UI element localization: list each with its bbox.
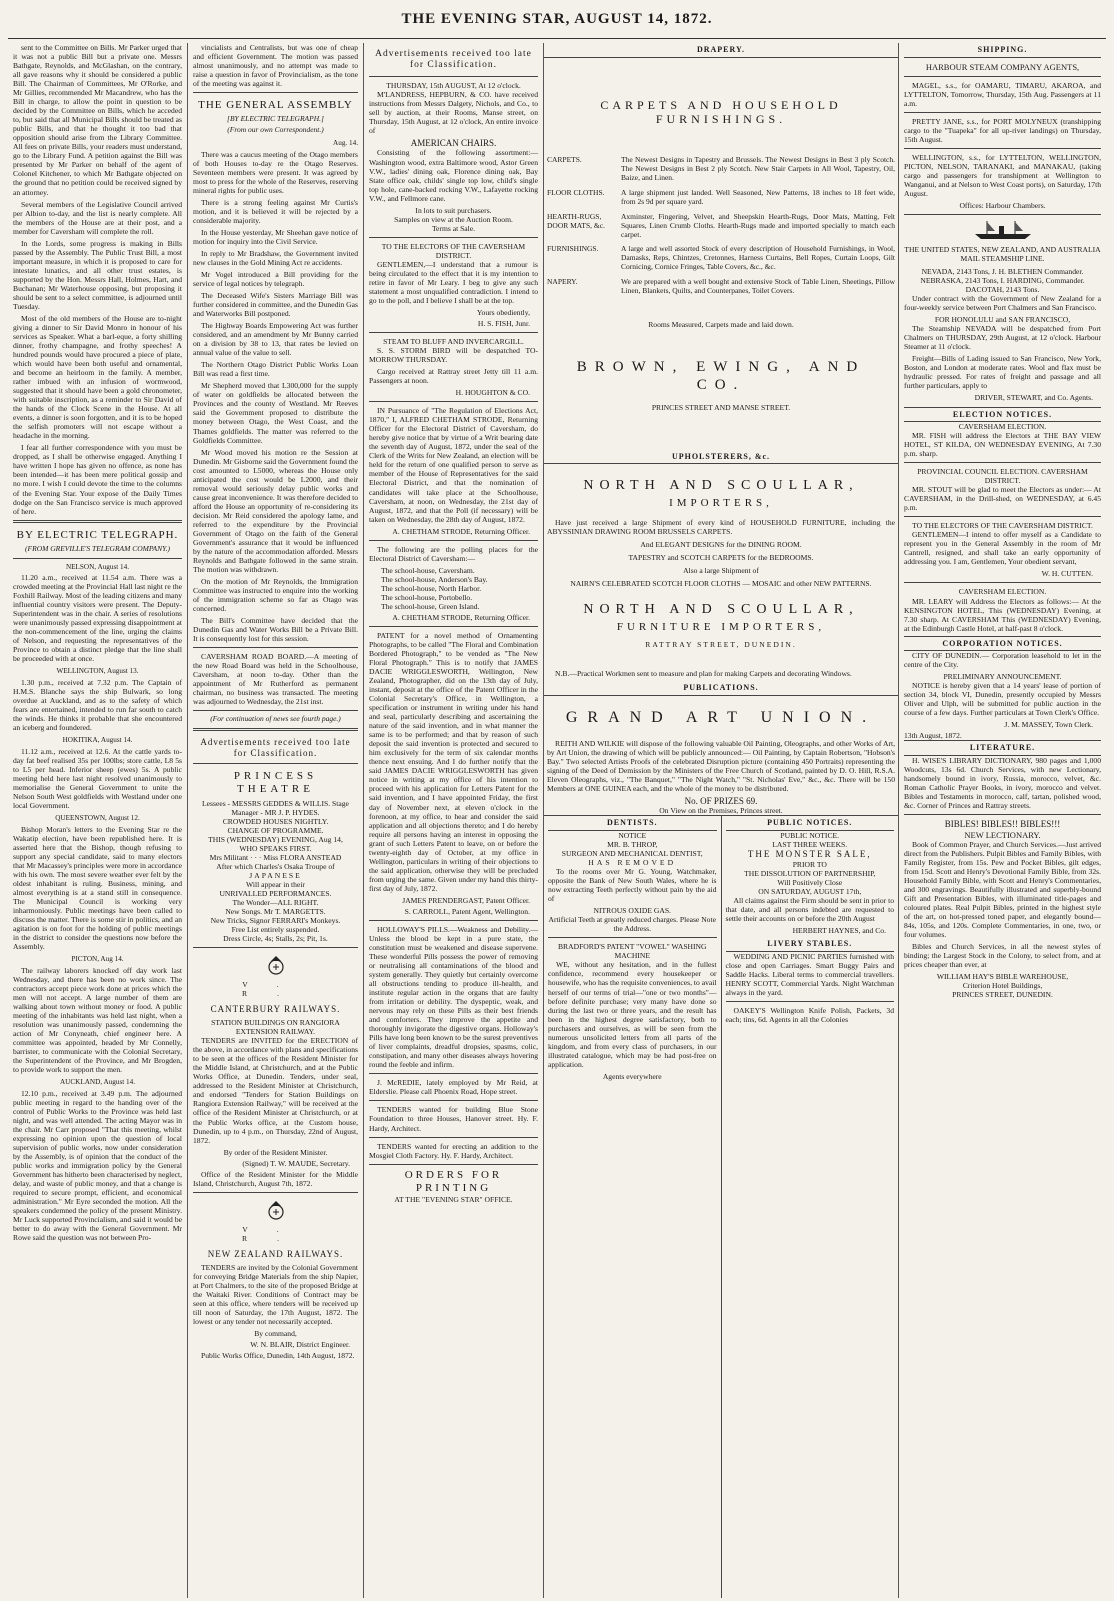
steamship-icon: [973, 219, 1033, 241]
section-heading: THE GENERAL ASSEMBLY: [198, 99, 353, 112]
livery-body: WEDDING AND PICNIC PARTIES furnished with close and open Carriages. Smart Buggy Pairs and Saddle Hacks. Liberal terms to commercial travellers. HENRY SCOTT, Commercial Yards. Night Watchman always in the yard.: [725, 951, 894, 997]
dentist-notice: NOTICE: [618, 831, 647, 840]
election-heading: ELECTION NOTICES.: [904, 407, 1101, 423]
nz-railways-office: Public Works Office, Dunedin, 14th August, 1872.: [201, 1350, 355, 1360]
bibles-close: Bibles and Church Services, in all the newest styles of binding; the Largest Stock in the Colony, to select from, and at prices cheaper than ever, at: [904, 942, 1101, 970]
paragraph: There is a strong feeling against Mr Curtis's motion, and it is believed it will be rejected by a considerable majority.: [193, 197, 358, 225]
carpets-row: [547, 278, 895, 296]
wise-notice: H. WISE'S LIBRARY DICTIONARY, 980 pages and 1,000 Woodcuts, 13s 6d. Church Services, with new Lectionary, handsomely bound in ivory, Russia, morocco, velvet, &c. Roman Catholic Prayer Books, in ivory, morocco and velvet. Bibles and Testaments in morocco, calf, tartan, polished wood, &c. Corner of Princes and Rattray streets.: [904, 755, 1101, 811]
theatre-line: Dress Circle, 4s; Stalls, 2s; Pit, 1s.: [223, 934, 328, 944]
upholsterers-heading: UPHOLSTERERS, &c.: [544, 450, 898, 465]
polling-place: The school-house, Caversham.: [381, 565, 475, 575]
carpets-row: [547, 156, 895, 183]
dentists-column: [544, 816, 722, 1598]
dateline: PICTON, Aug 14.: [71, 955, 124, 963]
vr-mark: V. R.: [242, 1224, 309, 1243]
polling-signature: A. CHETHAM STRODE, Returning Officer.: [392, 612, 530, 622]
leary-notice: MR. LEARY will Address the Electors as follows:— At the KENSINGTON HOTEL, This (WEDNESDAY) Evening, at 7.30 sharp. At CAVERSHAM This (WEDNESDAY) Evening, at the Edinburgh Castle Hotel, at half-past 8 o'clock.: [904, 596, 1101, 633]
divider: [369, 401, 538, 402]
divider: [369, 1164, 538, 1165]
steam-signature: H. HOUGHTON & CO.: [455, 388, 530, 398]
row-text: The Newest Designs in Tapestry and Brussels. The Newest Designs in Best 3 ply Scotch. The Newest Designs in Best 2 ply Scotch. New Stair Carpets in All Wool, Tapestry, Oil, Baize, and Linen.: [621, 155, 895, 182]
honolulu-heading: FOR HONOLULU and SAN FRANCISCO,: [934, 315, 1071, 325]
paragraph: In reply to Mr Bradshaw, the Government invited new clauses in the Gold Mining Act re accidents.: [193, 248, 358, 267]
carpets-row: [547, 245, 895, 272]
patent-notice: PATENT for a novel method of Ornamenting Photographs, to be called "The Floral and Combination Bordered Photograph," to be vended as "The New Floral Photograph." This is to notify that JAMES DACIE WRIGGLESWORTH, Wellington, New Zealand, Photographer, did on the 13th day of July, instant, deposit at the office of the Patent Officer in the Colonial Secretary's Office, in Wellington, a specification or instrument in writing under his hand and seal, particularly describing and ascertaining the nature of the said invention, and in what manner the same is to be performed; and that by reason of such deposit the said invention is protected and secured to him exclusively for the term of six calendar months thence next ensuing. And I do further notify that the said JAMES DACIE WRIGGLESWORTH has given notice in writing at my office of his intention to proceed with his application for Letters Patent for the said invention, and I have appointed Friday, the first day of November next, at eleven o'clock in the forenoon, at my office, to hear and consider the said application and all objections thereto; and I do hereby require all persons having an interest in opposing the grant of such Letters Patent to leave, on or before the twenty-eighth day of October, at my office in Wellington, particulars in writing of their objections to the said application, otherwise they will be precluded from urging the same. Given under my hand this thirty-first day of July, 1872.: [369, 630, 538, 893]
dispatch-text: 12.10 p.m., received at 3.49 p.m. The adjourned public meeting in regard to the handing over of the control of Public Works to the Province was held last night, and was well attended. The acting Mayor was in the chair. Mr Carr proposed "That this meeting, whilst expressing no opinion upon the question of local supervision of public works, now under consideration by the Assembly, is of opinion that the conduct of the public works and immigration policy by the General Government has hitherto been characterised by neglect, delay, and waste of public money, and that a change is required to secure prompt, efficient, and economical administration." Mr Eyre seconded the motion. All the speakers condemned the policy of the present Ministry. Mr Luck supported Provincialism, and said it would be better to do away with the General Government. Mr Rowe said the question was not between Pro-: [13, 1088, 182, 1242]
theatre-heading: PRINCESS THEATRE: [233, 769, 318, 795]
canterbury-office: Office of the Resident Minister for the Middle Island, Christchurch, August 7th, 1872.: [193, 1169, 358, 1188]
canterbury-order: By order of the Resident Minister.: [223, 1147, 328, 1157]
north-scoullar-line: TAPESTRY and SCOTCH CARPETS for the BEDROOMS.: [628, 553, 814, 563]
electors-heading: TO THE ELECTORS OF THE CAVERSHAM DISTRICT.: [912, 521, 1093, 531]
view-note: On View on the Premises, Princes street.: [659, 806, 783, 816]
corporation-heading: CORPORATION NOTICES.: [904, 636, 1101, 652]
paragraph: Mr Wood moved his motion re the Session at Dunedin. Mr Gisborne said the Government found the cost amounted to L5000, whereas the House only anticipated the cost would be L2000, and their removal would seriously delay public works and cause great inconvenience. It was therefore decided to afford the House an opportunity of re-considering its decision. Mr Reid considered the apology lame, and referred to the expenditure by the Provincial Government of Otago on the faith of the General Government's assurance that it would be influenced by the nature of the accommodation afforded. Messrs Reynolds and Bathgate followed in the same strain. The motion was withdrawn.: [193, 447, 358, 574]
royal-crest-icon: [264, 1199, 288, 1223]
auction-line: Samples on view at the Auction Room.: [394, 214, 513, 224]
paragraph: In the Lords, some progress is making in Bills passed by the Assembly. The Public Trust Bill, a most important measure, in which it is proposed to care for intestate lunatics, and all other trust estates, is supported by the Hon. Messrs Hall, Holmes, Hart, and Buchanan; Mr Waterhouse opposing, but proposing it should be sent to a select committee, is adjourned until Tuesday.: [13, 238, 182, 311]
patent-signature: JAMES PRENDERGAST, Patent Officer.: [402, 895, 530, 905]
divider: [904, 516, 1101, 517]
theatre-line: CHANGE OF PROGRAMME.: [227, 826, 324, 835]
art-union-heading: GRAND ART UNION.: [565, 708, 877, 726]
polling-place: The school-house, Portobello.: [381, 592, 473, 602]
dispatch-text: 1.30 p.m., received at 7.32 p.m. The Captain of H.M.S. Blanche says the ship Bulwark, so long overdue at Auckland, and as to the safety of which fears are entertained, intended to run far south to catch the winds. He thinks it probable that she encountered an iceberg and foundered.: [13, 678, 182, 733]
public-notices-heading: PUBLIC NOTICES.: [726, 816, 895, 831]
massey-signature: J. M. MASSEY, Town Clerk.: [1004, 720, 1093, 730]
dateline: QUEENSTOWN, August 12.: [55, 814, 140, 822]
dentist-body: To the rooms over Mr G. Young, Watchmaker, opposite the Bank of New South Wales, where he is now extracting Teeth perfectly without pain by the aid of: [548, 867, 717, 904]
theatre-line: JAPANESE: [249, 871, 302, 881]
paragraph: Mr Shepherd moved that L300,000 for the supply of water on goldfields be allocated between the Provinces and the county of Westland. Mr Reeves said the Government proposed to distribute the money between Otago, the West Coast, and the Thames goldfields. The matter was referred to the Goldfields Committee.: [193, 381, 358, 445]
polling-intro: The following are the polling places for the Electoral District of Caversham:—: [369, 544, 538, 563]
bradford-heading: BRADFORD'S PATENT "VOWEL" WASHING MACHINE: [557, 942, 707, 961]
paragraph: There was a caucus meeting of the Otago members of both Houses to-day re the Otago Reserves. Seventeen members were present. It was agreed by most to press for the whole of the Reserves, reserving mineral rights for public uses.: [193, 149, 358, 195]
close-note: Will Positively Close: [777, 877, 843, 887]
column-1: [8, 43, 188, 1598]
last-weeks: LAST THREE WEEKS.: [772, 840, 848, 850]
divider: [548, 937, 717, 938]
section-heading: BY ELECTRIC TELEGRAPH.: [16, 528, 179, 541]
paragraph: Several members of the Legislative Council arrived per Albion to-day, and the list is nearly complete. All the members of the House are at their post, and a member for Caversham will complete the roll.: [13, 199, 182, 236]
princes-street: PRINCES STREET, DUNEDIN.: [952, 990, 1053, 1000]
art-union-ad: [544, 696, 898, 816]
dispatch-text: The railway laborers knocked off day work last Wednesday, and there has been no work since. The contractors accept piece work done at prices which the men will not accept. A large number of them are walking about town without money or food. A public meeting of the inhabitants was held last night, when a resolution was unanimously passed, condemning the action of Mr Conyneath, chief engineer here. A committee was appointed, headed by Mr Connelly, barrister, to communicate with the Colonial Secretary, the Superintendent of the Province, and Mr Brogden, to provide work to support the men.: [13, 965, 182, 1074]
rattray-street: RATTRAY STREET, DUNEDIN.: [645, 639, 797, 649]
row-label: FURNISHINGS.: [547, 244, 599, 254]
divider: [904, 462, 1101, 463]
dissolution: THE DISSOLUTION OF PARTNERSHIP,: [744, 868, 876, 878]
lease-notice: NOTICE is hereby given that a 14 years' lease of portion of section 34, block VI, Dunedin, presently occupied by Messrs Oliver and Ulph, will be submitted for public auction in the course of a few days. Further particulars at Town Clerk's Office.: [904, 681, 1101, 718]
paragraph: The Bill's Committee have decided that the Dunedin Gas and Water Works Bill be a Private Bill. It is consequently lost for this session.: [193, 616, 358, 644]
oakey-ad: OAKEY'S Wellington Knife Polish, Packets, 3d each; tins, 6d. Agents in all the Colonies: [725, 1005, 894, 1024]
row-label: CARPETS.: [547, 155, 582, 165]
royal-crest-icon: [264, 954, 288, 978]
stout-notice: MR. STOUT will be glad to meet the Electors as under:— At CAVERSHAM, in the Drill-shed, on WEDNESDAY, at 6.45 p.m.: [904, 485, 1101, 513]
carpets-heading: CARPETS AND HOUSEHOLD FURNISHINGS.: [600, 97, 842, 126]
ship-dacotah: DACOTAH, 2143 Tons.: [965, 285, 1040, 295]
printing-sub: AT THE "EVENING STAR" OFFICE.: [394, 1194, 513, 1204]
shipping-notice: PRETTY JANE, s.s., for PORT MOLYNEUX (transhipping cargo to the "Tuapeka" for all up-river landings) on Thursday, 15th August.: [904, 116, 1101, 144]
divider: [13, 558, 182, 559]
north-scoullar-ad: [544, 464, 898, 681]
dispatch-text: 11.20 a.m., received at 11.54 a.m. There was a crowded meeting at the Provincial Hall last night re the Foxhill Railway. Most of the leading citizens and many influential country visitors were present. The Deputy-Superintendent was in the chair. A series of resolutions were unanimously passed expressing disappointment at the non-commencement of the line, urging the claims of Nelson, and requesting the representatives of the Province to obtain a distinct pledge that the line shall be proceeded with at once.: [13, 573, 182, 664]
brown-ewing-heading: BROWN, EWING, AND CO.: [576, 359, 866, 393]
north-scoullar-line: And ELEGANT DESIGNS for the DINING ROOM.: [640, 540, 802, 550]
dateline: HOKITIKA, August 14.: [62, 736, 133, 745]
divider: [13, 520, 182, 523]
massey-date: 13th August, 1872.: [904, 731, 962, 741]
paragraph: In the House yesterday, Mr Sheehan gave notice of motion for inquiry into the Civil Service.: [193, 227, 358, 246]
divider: [369, 1073, 538, 1074]
auction-line: In lots to suit purchasers.: [415, 205, 492, 215]
driver-stewart: DRIVER, STEWART, and Co. Agents.: [974, 393, 1093, 403]
divider: [369, 1137, 538, 1138]
shipping-notice: WELLINGTON, s.s., for LYTTELTON, WELLINGTON, PICTON, NELSON, TARANAKI, and MANAKAU, (taking cargo and passengers for transhipment at Wellington to Wanganui, and at Nelson to West Coast ports), on Saturday, 17th August.: [904, 152, 1101, 198]
carpets-row: [547, 189, 895, 207]
continuation-note: (For continuation of news see fourth page.): [210, 714, 341, 724]
nb-note: N.B.—Practical Workmen sent to measure and plan for making Carpets and decorating Windows.: [555, 668, 852, 678]
haynes-signature: HERBERT HAYNES, and Co.: [792, 925, 886, 935]
nz-railways-signed: W. N. BLAIR, District Engineer.: [250, 1339, 350, 1349]
theatre-line: THIS (WEDNESDAY) EVENING, Aug 14,: [208, 835, 343, 845]
theatre-line: Will appear in their: [246, 880, 305, 890]
divider: [369, 76, 538, 77]
drapery-heading: DRAPERY.: [544, 43, 898, 58]
dentists-heading: DENTISTS.: [548, 816, 717, 831]
rooms-note: Rooms Measured, Carpets made and laid down.: [648, 320, 794, 330]
carpets-row: [547, 213, 895, 240]
divider: [904, 814, 1101, 815]
claims-note: All claims against the Firm should be sent in prior to that date, and all persons indebted are requested to settle their accounts on or before the 20th August: [725, 895, 894, 923]
chairs-heading: AMERICAN CHAIRS.: [410, 137, 497, 148]
publications-heading: PUBLICATIONS.: [544, 681, 898, 696]
divider: [193, 947, 358, 948]
section-subheading: [BY ELECTRIC TELEGRAPH.]: [227, 114, 324, 124]
harbour-heading: HARBOUR STEAM COMPANY AGENTS,: [925, 61, 1080, 72]
divider: [369, 1100, 538, 1101]
dentist-name: MR. B. THROP,: [607, 840, 658, 850]
steam-body: S. S. STORM BIRD will be despatched TO-MORROW THURSDAY.: [369, 346, 538, 365]
paragraph: On the motion of Mr Reynolds, the Immigration Committee was instructed to enquire into the working of the immigration scheme so far as Otago was concerned.: [193, 577, 358, 614]
north-scoullar-line: NAIRN'S CELEBRATED SCOTCH FLOOR CLOTHS — MOSAIC and other NEW PATTERNS.: [570, 579, 872, 589]
polling-place: The school-house, Green Island.: [381, 601, 480, 611]
divider: [193, 728, 358, 731]
column-2: [188, 43, 364, 1598]
bradford-body: WE, without any hesitation, and in the fullest confidence, recommend every housekeeper or housewife, who has the requisite conveniences, to avail herself of our terms of trial—"one or two months"—before definite purchase; very many have done so during the last two or three years, and the result has been in the highest degree satisfactory, both to purchasers and ourselves, as will be seen from the numerous unsolicited letters from all parts of the kingdom, and from every class of purchasers, in our illustrated catalogue, which may be had post-free on application.: [548, 960, 717, 1069]
nz-railways-body: TENDERS are invited by the Colonial Government for conveying Bridge Materials from the ship Napier, at Port Chalmers, to the site of the proposed Bridge at the Waitaki River. Conditions of Contract may be seen at this office, where tenders will be received up till noon of Saturday, the 17th August, 1872. The lowest or any tender not necessarily accepted.: [193, 1262, 358, 1326]
auction-text: M'LANDRESS, HEPBURN, & CO. have received instructions from Messrs Dalgety, Nichols, and Co., to sell by auction, at their Rooms, Manse street, on Thursday, 15th August, at 12 o'clock, An entire invoice of: [369, 89, 538, 135]
column-4-5: [544, 43, 899, 1598]
caversham-election: CAVERSHAM ELECTION.: [958, 587, 1047, 597]
section-subheading: (FROM GREVILLE'S TELEGRAM COMPANY.): [25, 543, 170, 553]
divider: [904, 582, 1101, 583]
teeth-note: Artificial Teeth at greatly reduced charges. Please Note the Address.: [548, 915, 716, 934]
divider: [193, 647, 358, 648]
mcredie-notice: J. McREDIE, lately employed by Mr Reid, at Elderslie. Please call Phoenix Road, Hope street.: [369, 1078, 538, 1097]
bibles-body: Book of Common Prayer, and Church Services.—Just arrived direct from the Publishers. Pulpit Bibles and Family Bibles, with Family Register, from 15s. Pew and Pocket Bibles, gilt edges, from 15d. Scott and Henry's Devotional Family Bible, from 32s. Household Family Bible, with Scott and Henry's Commentaries, and 300 engravings. Beautifully illustrated and superbly-bound Gift and Presentation Bibles, with illuminated title-pages and coloured plates. Real Pulpit Bibles, printed in the highest style of the art, on hot-pressed toned paper, and elegantly bound—84s, 105s, and 120s. Complete Commentaries, in one, two, or four volumes.: [904, 839, 1101, 940]
divider: [369, 237, 538, 238]
column-6: [899, 43, 1106, 1598]
column-3: [364, 43, 544, 1598]
agents-note: Agents everywhere: [602, 1071, 662, 1081]
ship-nevada: NEVADA, 2143 Tons, J. H. BLETHEN Commander.: [921, 267, 1084, 277]
holloway-ad: HOLLOWAY'S PILLS.—Weakness and Debility.—Unless the blood be kept in a pure state, the constitution must be weakened and disease supervene. These wonderful Pills possess the power of removing or neutralising all contaminations of the blood and system generally. They quietly but certainly overcome all obstructions tending to produce ill-health, and institute regular action in the organs that are faulty from irritation or debility. The dyspeptic, weak, and nervous may rely on these Pills as their best friends and comforters. They improve the appetite and thoroughly invigorate the digestive organs. Holloway's Pills have long been known to be the surest preventives of liver complaints, dreadful dropsies, spasms, colic, constipation, and many other diseases always hovering round the feeble and infirm.: [369, 924, 538, 1070]
cutten-signature: W. H. CUTTEN.: [1041, 569, 1093, 579]
dentist-removed: HAS REMOVED: [588, 858, 677, 868]
public-notices-column: [722, 816, 899, 1598]
nitrous-oxide: NITROUS OXIDE GAS.: [593, 906, 671, 916]
auction-line: Terms at Sale.: [431, 223, 476, 233]
warehouse-name: WILLIAM HAY'S BIBLE WAREHOUSE,: [936, 972, 1069, 982]
section-subheading: (From our own Correspondent.): [227, 125, 324, 135]
patent-agent: S. CARROLL, Patent Agent, Wellington.: [404, 906, 530, 916]
theatre-line: Free List entirely suspended.: [231, 925, 320, 935]
theatre-line: CROWDED HOUSES NIGHTLY.: [222, 816, 329, 826]
paragraph: The Deceased Wife's Sisters Marriage Bill was further considered in committee, and the Dunedin Gas and Waterworks Bill postponed.: [193, 291, 358, 319]
lectionary-heading: NEW LECTIONARY.: [964, 829, 1041, 840]
shipping-notice: MAGEL, s.s., for OAMARU, TIMARU, AKAROA, and LYTTELTON, Tomorrow, Thursday, 15th Aug. Passengers at 11 a.m.: [904, 80, 1101, 108]
printing-heading: ORDERS FOR PRINTING: [404, 1168, 503, 1194]
theatre-line: After which Charles's Osaka Troupe of: [216, 862, 335, 872]
paragraph: sent to the Committee on Bills. Mr Parker urged that it was not a public Bill but a private one. Messrs Bathgate, Reynolds, and McGlashan, on the contrary, all gave reasons why it should be considered a public Bill. The Chairman of Committees, Mr O'Rorke, and Mr Gillies, recommended Mr Macandrew, who has the Bill in charge, to allow the point in question to be decided by the Committee on Bills, which he acceded to, but said that all Municipal Bills should be treated as public Bills, and that he thought it too bad that opposition should arise from the Library Committee. All fees on private Bills, your readers must understand, go to the Library Fund. A petition against the Bill was presented by Mr Parker on behalf of the agent of Colonel Kitchener, to which Mr Bathgate objected on the ground that no petition could be received signed by an attorney.: [13, 43, 182, 197]
divider: [369, 540, 538, 541]
chairs-body: Consisting of the following assortment:— Washington wood, extra Baltimore wood, Astor Green V.W., ladies' dining oak, Florence dining oak, Bay State office oak, childs' single top low, child's single top hole, cane-backed rocking V.W., Lafayette rocking V.W., and Fellmore cane.: [369, 148, 538, 203]
theatre-line: New Songs. Mr T. MARGETTS.: [225, 907, 326, 917]
row-text: A large and well assorted Stock of every description of Household Furnishings, in Wool, Damasks, Reps, Chintzes, Cretonnes, Harness Curtains, Bell Ropes, Curtain Loops, Gilt Cornicing, Cornice Fringes, Table Covers, &c., &c.: [621, 244, 895, 272]
regulation-notice: IN Pursuance of "The Regulation of Elections Act, 1870," I, ALFRED CHETHAM STRODE, Returning Officer for the Electoral District of Caversham, do hereby give notice that by virtue of a Writ bearing date the seventh day of August, 1872, under the seal of the Clerk of the Writs for New Zealand, an election will be held for the return of one qualified person to serve as member of the House of Representatives for the said Electoral District, and that the nomination of candidates will take place at the Schoolhouse, Caversham, at noon, on Wednesday, the 21st day of August, 1872, and that the Poll (if necessary) will be taken on Wednesday, the 28th day of August, 1872.: [369, 406, 538, 524]
canterbury-signed: (Signed) T. W. MAUDE, Secretary.: [242, 1158, 350, 1168]
divider: [193, 92, 358, 93]
vr-mark: V. R.: [242, 980, 309, 999]
steam-cargo: Cargo received at Rattray street Jetty till 11 a.m. Passengers at noon.: [369, 367, 538, 386]
row-text: A large shipment just landed. Well Seasoned, New Patterns, 18 inches to 18 feet wide, from 2s 9d per square yard.: [621, 187, 895, 206]
dateline: AUCKLAND, August 14.: [59, 1077, 136, 1086]
ads-heading: Advertisements received too late for Classification.: [200, 737, 351, 759]
paragraph: Mr Vogel introduced a Bill providing for the service of legal notices by telegraph.: [193, 270, 358, 289]
dateline: Aug. 14.: [333, 139, 358, 148]
divider: [369, 626, 538, 627]
paragraph: The Northern Otago District Public Works Loan Bill was read a first time.: [193, 360, 358, 379]
dispatch-text: 11.12 a.m., received at 12.6. At the cattle yards to-day fat beef realised 35s per 100lbs; store cattle, L8 5s to L5 per head. Inferior sheep (ewes) 5s. A public meeting held here last night resolved unanimously to memorialise the General Government to unite the Nelson South West goldfields with Westland under one local Government.: [13, 746, 182, 810]
bibles-heading: BIBLES! BIBLES!! BIBLES!!!: [944, 819, 1061, 830]
electors-heading: TO THE ELECTORS OF THE CAVERSHAM DISTRICT.: [381, 241, 526, 260]
brown-ewing-address: PRINCES STREET AND MANSE STREET.: [651, 402, 791, 412]
theatre-line: The Wonder—ALL RIGHT.: [232, 898, 319, 908]
row-label: NAPERY.: [547, 277, 578, 287]
contract-note: Under contract with the Government of New Zealand for a four-weekly service between Port Chalmers and San Francisco.: [904, 294, 1101, 313]
north-scoullar-line: Also a large Shipment of: [683, 566, 759, 576]
paragraph: vincialists and Centralists, but was one of cheap and efficient Government. The motion was passed almost unanimously, and no attempt was made to raise a question in favor of Provincialism, as the tone of the meeting was against it.: [193, 43, 358, 89]
divider: [904, 76, 1101, 77]
row-label: HEARTH-RUGS, DOOR MATS, &c.: [547, 211, 605, 230]
bottom-ads: [544, 815, 898, 1598]
divider: [369, 332, 538, 333]
fish-notice: MR. FISH will address the Electors at THE BAY VIEW HOTEL, ST KILDA, ON WEDNESDAY EVENING, At 7.30 p.m. sharp.: [904, 431, 1101, 459]
divider: [904, 214, 1101, 215]
columns: [8, 43, 1106, 1598]
divider: [904, 112, 1101, 113]
sale-date: THURSDAY, 15th AUGUST, At 12 o'clock.: [386, 80, 521, 90]
paragraph: I fear all further correspondence with you must be dropped, as I shall be otherwise engaged. Anything I have written I hope has given no offence, as none has been intended—it has been mere political gossip and no more. I wish I could devote the time to the columns of the Evening Star. Your expose of the Daily Times dodge on the San Francisco service is much approved of here.: [13, 443, 182, 516]
dentist-title: SURGEON AND MECHANICAL DENTIST,: [561, 849, 703, 859]
livery-heading: LIVERY STABLES.: [726, 937, 895, 952]
caversham-election: CAVERSHAM ELECTION.: [958, 422, 1047, 432]
cutten-notice: GENTLEMEN—I intend to offer myself as a Candidate to represent you in the General Assembly in the room of Mr Cantrell, resigned, and shall take an early opportunity of addressing you. I am, Gentlemen, Your obedient servant,: [904, 530, 1101, 567]
electors-body: GENTLEMEN,—I understand that a rumour is being circulated to the effect that it is my intention to retire in favor of Mr Leary. I beg to give any such statement a most unqualified contradiction. I intend to go to the poll, and I believe I shall be at the top.: [369, 259, 538, 305]
dateline: NELSON, August 14.: [65, 562, 130, 571]
canterbury-heading: CANTERBURY RAILWAYS.: [210, 1004, 341, 1015]
prior-to: PRIOR TO: [792, 859, 827, 869]
masthead-title: THE EVENING STAR, AUGUST 14, 1872.: [401, 10, 713, 27]
carpets-ad: [544, 58, 898, 450]
shipping-heading: SHIPPING.: [904, 43, 1101, 58]
nz-railways-heading: NEW ZEALAND RAILWAYS.: [207, 1248, 344, 1259]
paragraph: CAVERSHAM ROAD BOARD.—A meeting of the new Road Board was held in the Schoolhouse, Caversham, at noon to-day. Other than the appointment of Mr Rutherford as permanent chairman, no business was transacted. The meeting was adjourned to Wednesday, the 21st inst.: [193, 652, 358, 707]
tenders-notice: TENDERS wanted for building Blue Stone Foundation to three Houses, Hanover street. Hy. F. Hardy, Architect.: [369, 1105, 538, 1133]
furniture-importers: FURNITURE IMPORTERS,: [616, 620, 826, 633]
theatre-line: New Tricks, Signor FERRARI's Monkeys.: [210, 916, 341, 926]
nz-railways-command: By command,: [254, 1328, 297, 1338]
ads-heading: Advertisements received too late for Classification.: [375, 49, 532, 71]
theatre-lessees: Lessees - MESSRS GEDDES & WILLIS. Stage Manager - MR J. P. HYDES.: [202, 798, 349, 817]
divider: [726, 1001, 895, 1002]
divider: [193, 763, 358, 764]
theatre-line: WHO SPEAKS FIRST.: [239, 844, 312, 854]
north-scoullar-heading-2: NORTH AND SCOULLAR,: [583, 602, 859, 618]
offices-note: Offices: Harbour Chambers.: [959, 200, 1046, 210]
dateline: WELLINGTON, August 13.: [56, 667, 139, 676]
divider: [904, 148, 1101, 149]
importers-heading: IMPORTERS,: [669, 496, 773, 509]
row-text: We are prepared with a well bought and extensive Stock of Table Linen, Sheetings, Pillow Linen, Blankets, Quilts, and Counterpanes, Toilet Covers.: [621, 277, 895, 296]
ship-nebraska: NEBRASKA, 2143 Tons, I. HARDING, Commander.: [920, 276, 1085, 286]
public-notice: PUBLIC NOTICE.: [780, 831, 840, 840]
nevada-notice: The Steamship NEVADA will be despatched from Port Chalmers on THURSDAY, 29th August, at 12 o'clock. Harbour Steamer at 11 o'clock.: [904, 324, 1101, 352]
literature-heading: LITERATURE.: [904, 740, 1101, 756]
electors-signature: H. S. FISH, Junr.: [477, 319, 530, 329]
paragraph: The Highway Boards Empowering Act was further considered, and an amendment by Mr Bunny carried on a division by 38 to 13, that rates be levied on annual value of the value to sell.: [193, 321, 358, 358]
steam-heading: STEAM TO BLUFF AND INVERCARGILL.: [383, 337, 524, 347]
paragraph: Most of the old members of the House are to-night giving a dinner to Sir David Monro in honour of his services as Speaker. What a barl-eque, a forty shilling dinner, frothy champagne, and frothy speeches! A hundred pounds would have procured a piece of plate, which would have been both useful and ornamental, and become an heirloom in the family. A member, rather imbued with an infusion of wormwood, suggested that it should have been a gold chronometer, with suitable inscription, as a reminder to Sir David of the hands of the Clock Scene in the House. At all events, a dinner is soon forgotten, and it is to be hoped the selfish promoters will not escape without a headache in the morning.: [13, 313, 182, 441]
divider: [369, 920, 538, 921]
north-scoullar-body: Have just received a large Shipment of every kind of HOUSEHOLD FURNITURE, including the ABYSSINIAN DRAWING ROOM BRUSSELS CARPETS.: [547, 518, 895, 537]
masthead: [8, 0, 1106, 39]
theatre-line: Mrs Militant · · · Miss FLORA ANSTEAD: [209, 853, 342, 863]
polling-place: The school-house, Anderson's Bay.: [381, 574, 488, 584]
preliminary-heading: PRELIMINARY ANNOUNCEMENT.: [943, 672, 1062, 682]
theatre-line: UNRIVALLED PERFORMANCES.: [219, 889, 332, 899]
art-union-body: REITH AND WILKIE will dispose of the following valuable Oil Painting, Oleographs, and other Works of Art, by Art Union, the drawing of which will be publicly announced:— Oil Painting, by Captain Robertson, "Hobson's Bay." Two selected Artists Proofs of the celebrated Disruption picture (containing 450 Portraits) representing the signing of the Deed of Demission by the Ministers of the Free Church of Scotland, painted by D. O. Hill, R.S.A. Eleven Oleographs, viz., "The Banquet," "The Night Watch," "St. Nicholas' Eve," &c., &c. There will be 150 Members at ONE GUINEA each, and the whole of the money to be distributed.: [547, 738, 895, 793]
dispatch-text: Bishop Moran's letters to the Evening Star re the Wakatip election, have been republished here. It is asserted here that the Bishop, though refusing to support any special candidate, said to many electors that Mr Macassey's principles were more in accordance with his own. The most severe weather ever felt by the oldest inhabitant is ruling. Business, mining, and almost everything is at a stand still in consequence. The Municipal Council is working very inharmoniously. Public meetings have been called to discuss the matter. There is some stir in politics, and an agitation is on foot for the holding of public meetings in the district to consider the questions now before the Assembly.: [13, 824, 182, 951]
row-label: FLOOR CLOTHS.: [547, 187, 605, 197]
canterbury-body: TENDERS are INVITED for the ERECTION of the above, in accordance with plans and specifications to be seen at the offices of the Resident Minister for the Middle Island, at Christchurch, and at the Public Works Office, at Dunedin. Tenders, under seal, addressed to the Resident Minister at Christchurch, and endorsed "Tenders for Station Buildings on Rangiora Extension Railway," will be received at the office of the Resident Minister at Christchurch, or at the Public Works office, at the Custom house, Dunedin, up to 4 p.m., on Thursday, 22nd of August, 1872.: [193, 1036, 358, 1145]
divider: [193, 1192, 358, 1193]
canterbury-sub: STATION BUILDINGS ON RANGIORA EXTENSION RAILWAY.: [211, 1018, 340, 1037]
city-notice: CITY OF DUNEDIN.— Corporation leasehold to let in the centre of the City.: [904, 651, 1101, 670]
regulation-signature: A. CHETHAM STRODE, Returning Officer.: [392, 526, 530, 536]
tenders-notice: TENDERS wanted for erecting an addition to the Mosgiel Cloth Factory. Hy. F. Hardy, Architect.: [369, 1141, 538, 1160]
freight-note: Freight—Bills of Lading issued to San Francisco, New York, Boston, and London at moderate rates. Wool and flax must be hydraulic pressed. For rates of freight and passage and all further particulars, apply to: [904, 354, 1101, 391]
criterion-buildings: Criterion Hotel Buildings,: [962, 981, 1043, 991]
united-states-line: THE UNITED STATES, NEW ZEALAND, AND AUSTRALIA MAIL STEAMSHIP LINE.: [904, 245, 1101, 264]
provincial-heading: PROVINCIAL COUNCIL ELECTION. CAVERSHAM DISTRICT.: [917, 467, 1088, 486]
electors-close: Yours obediently,: [476, 307, 530, 317]
north-scoullar-heading: NORTH AND SCOULLAR,: [583, 478, 859, 494]
prizes-count: No. OF PRIZES 69.: [684, 795, 758, 806]
divider: [193, 710, 358, 711]
row-text: Axminster, Fingering, Velvet, and Sheepskin Hearth-Rugs, Door Mats, Matting, Felt Squares, Linen Crumb Cloths. Hearth-Rugs made and imported specially to match each carpet.: [621, 211, 895, 239]
polling-place: The school-house, North Harbor.: [381, 583, 482, 593]
saturday-date: ON SATURDAY, AUGUST 17th,: [758, 886, 862, 896]
monster-sale: THE MONSTER SALE,: [747, 849, 872, 860]
